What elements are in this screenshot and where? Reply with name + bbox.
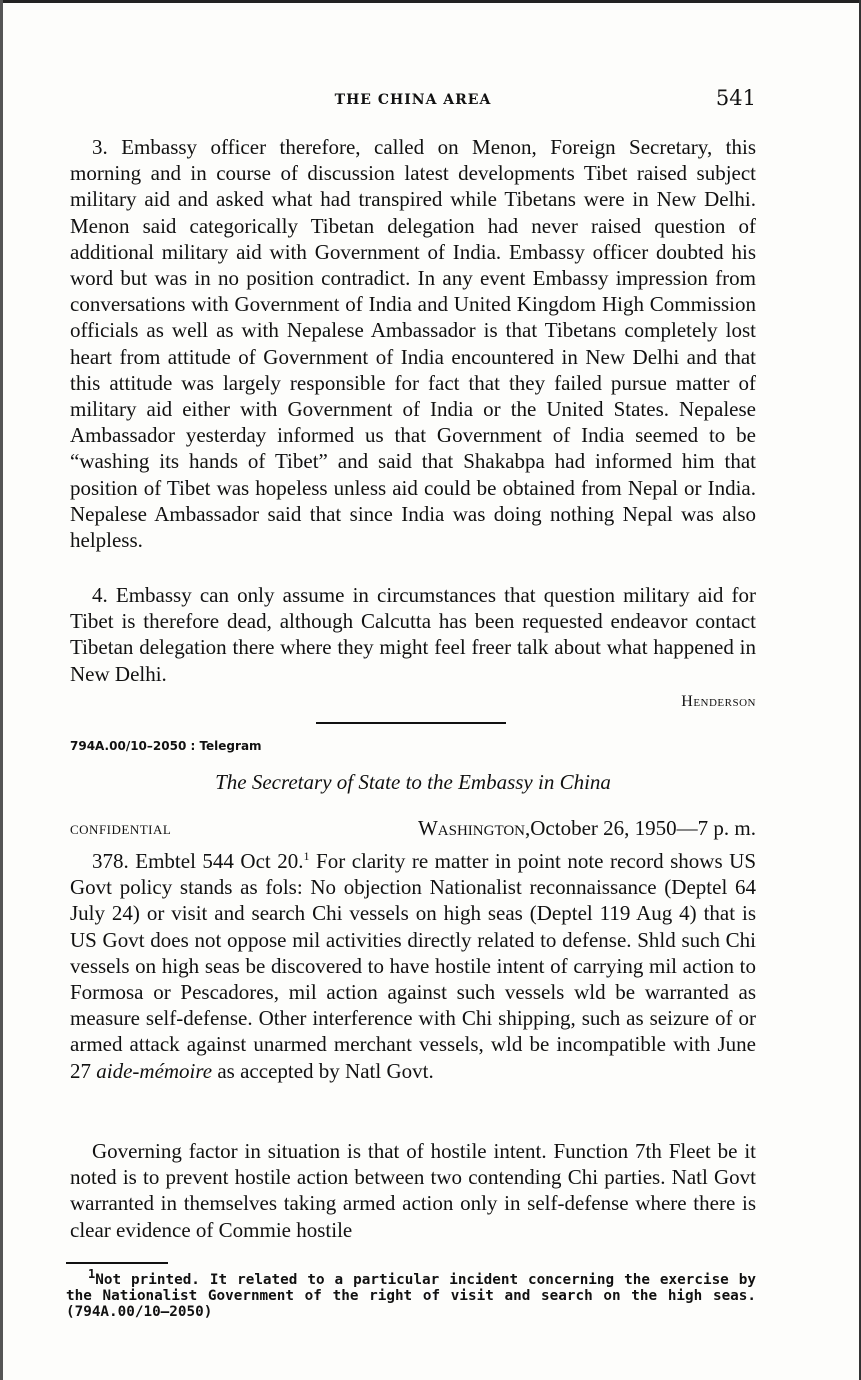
dateline (418, 816, 756, 841)
running-head: THE CHINA AREA (334, 92, 492, 108)
paragraph-governing-factor: Governing factor in situation is that of hostile intent. Function 7th Fleet be it noted is to prevent hostile action between two contending Chi parties. Natl Govt warranted in themselves taking armed action only in self-defense where there is clear evidence of Commie hostile (70, 1139, 756, 1242)
paragraph-378 (70, 848, 756, 1084)
footnote-text: Not printed. It related to a particular incident concerning the exercise by the Nationalist Government of the right of visit and search on the high seas. (794A.00/10–2050) (66, 1272, 756, 1320)
paragraph-378-end: as accepted by Natl Govt. (212, 1058, 434, 1083)
italic-term: aide-mémoire (96, 1058, 213, 1083)
section-divider (316, 722, 506, 724)
paragraph-378-start: 378. Embtel 544 Oct 20. (92, 849, 304, 873)
dateline-place: Washington, (417, 816, 531, 840)
page-number: 541 (715, 86, 756, 110)
paragraph-378-body: For clarity re matter in point note record shows US Govt policy stands as fols: No objection Nationalist reconnaissance (Deptel 64 July 24) or visit and search Chi vessels on high seas (Deptel 119 Aug 4) that is US Govt does not oppose mil activities directly related to defense. Shld such Chi vessels on high seas be discovered to have hostile intent of carrying mil action to Formosa or Pescadores, mil action against such vessels wld be warranted as measure self-defense. Other interference with Chi shipping, such as seizure of or armed attack against unarmed merchant vessels, wld be incompatible with June 27 (70, 849, 756, 1083)
footnote-reference[interactable]: 1 (303, 849, 310, 863)
left-border (0, 0, 3, 1380)
file-reference: 794A.00/10–2050 : Telegram (70, 739, 262, 753)
footnote-marker: 1 (88, 1267, 96, 1282)
footnote (66, 1267, 756, 1320)
dateline-date: October 26, 1950—7 p. m. (530, 816, 756, 840)
paragraph-3: 3. Embassy officer therefore, called on Menon, Foreign Secretary, this morning and in course of discussion latest developments Tibet raised subject military aid and asked what had transpired while Tibetans were in New Delhi. Menon said categorically Tibetan delegation had never raised question of additional military aid with Government of India. Embassy officer doubted his word but was in no position contradict. In any event Embassy impression from conversations with Government of India and United Kingdom High Commission officials as well as with Nepalese Ambassador is that Tibetans completely lost heart from attitude of Government of India encountered in New Delhi and that this attitude was largely responsible for fact that they failed pursue matter of military aid either with Government of India or the United States. Nepalese Ambassador yesterday informed us that Government of India seemed to be “washing its hands of Tibet” and said that Shakabpa had informed him that position of Tibet was hopeless unless aid could be obtained from Nepal or India. Nepalese Ambassador said that since India was doing nothing Nepal was also helpless. (70, 135, 756, 553)
signature-henderson: Henderson (681, 693, 756, 710)
top-border (0, 0, 861, 3)
page-header (70, 86, 756, 116)
paragraph-4: 4. Embassy can only assume in circumstances that question military aid for Tibet is therefore dead, although Calcutta has been requested endeavor contact Tibetan delegation there where they might feel freer talk about what happened in New Delhi. (70, 583, 756, 686)
footnote-divider (66, 1262, 168, 1264)
classification-label: CONFIDENTIAL (70, 822, 172, 837)
document-title: The Secretary of State to the Embassy in China (215, 770, 611, 794)
